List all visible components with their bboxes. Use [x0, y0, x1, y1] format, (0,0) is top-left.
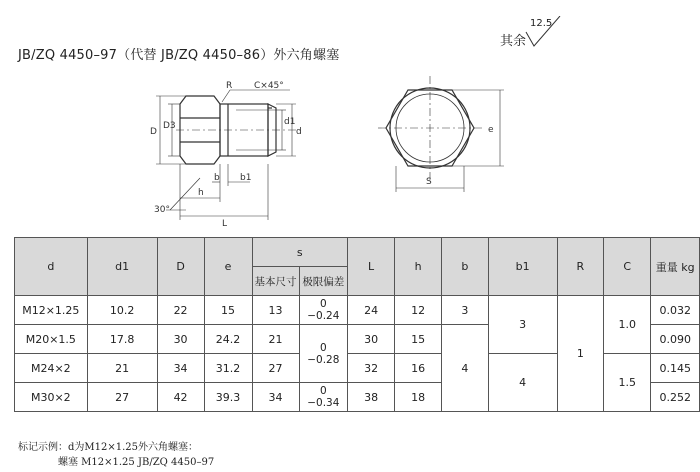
cell-h: 15: [395, 325, 442, 354]
cell-weight: 0.145: [651, 354, 700, 383]
cell-d: M30×2: [15, 383, 88, 412]
label-b: b: [214, 173, 220, 183]
roughness-symbol-icon: [524, 16, 574, 50]
header-e: e: [204, 238, 252, 296]
cell-R: 1: [557, 296, 603, 412]
end-view: [378, 76, 482, 180]
cell-d: M24×2: [15, 354, 88, 383]
cell-tolerance: [299, 325, 348, 383]
table-row: [15, 296, 700, 325]
header-R: R: [557, 238, 603, 296]
header-d1: d1: [87, 238, 157, 296]
cell-d1: 27: [87, 383, 157, 412]
cell-C: 1.0: [604, 296, 651, 354]
end-view-dims: [396, 90, 504, 192]
spec-table: [14, 237, 700, 412]
header-s: s: [252, 238, 348, 267]
surface-roughness: [500, 16, 580, 56]
label-angle: 30°: [154, 205, 170, 215]
cell-L: 30: [348, 325, 395, 354]
label-e: e: [488, 125, 494, 135]
side-view-dims: [156, 90, 296, 220]
header-b1: b1: [488, 238, 557, 296]
label-chamfer: C×45°: [254, 81, 284, 91]
cell-e: 39.3: [204, 383, 252, 412]
cell-b: 3: [442, 296, 488, 325]
label-d: d: [296, 127, 302, 137]
header-D: D: [157, 238, 204, 296]
label-L: L: [222, 219, 228, 229]
page-title: JB/ZQ 4450–97（代替 JB/ZQ 4450–86）外六角螺塞: [18, 48, 340, 63]
side-view: [176, 96, 300, 164]
cell-e: 31.2: [204, 354, 252, 383]
cell-b1: 4: [488, 354, 557, 412]
cell-s: 27: [252, 354, 299, 383]
cell-weight: 0.090: [651, 325, 700, 354]
header-weight: 重量 kg: [651, 238, 700, 296]
cell-weight: 0.252: [651, 383, 700, 412]
note-line-1: 标记示例：d为M12×1.25外六角螺塞：: [18, 442, 199, 453]
header-L: L: [348, 238, 395, 296]
cell-h: 16: [395, 354, 442, 383]
header-s-basic: 基本尺寸: [252, 267, 299, 296]
cell-b: 4: [442, 325, 488, 412]
label-R: R: [226, 81, 233, 91]
label-s: S: [426, 177, 432, 187]
tol-upper: 0: [319, 385, 327, 397]
tol-lower: −0.24: [307, 310, 340, 322]
header-s-tolerance: 极限偏差: [299, 267, 348, 296]
tol-upper: 0: [319, 341, 327, 354]
header-h: h: [395, 238, 442, 296]
cell-h: 12: [395, 296, 442, 325]
cell-D: 22: [157, 296, 204, 325]
cell-d1: 10.2: [87, 296, 157, 325]
cell-s: 21: [252, 325, 299, 354]
header-C: C: [604, 238, 651, 296]
label-b1: b1: [240, 173, 252, 183]
label-h: h: [198, 188, 204, 198]
cell-L: 32: [348, 354, 395, 383]
cell-s: 34: [252, 383, 299, 412]
cell-L: 38: [348, 383, 395, 412]
header-b: b: [442, 238, 488, 296]
label-D: D: [150, 127, 157, 137]
tol-upper: 0: [319, 298, 327, 310]
cell-L: 24: [348, 296, 395, 325]
label-d1: d1: [284, 117, 296, 127]
roughness-label: 其余: [500, 34, 527, 49]
cell-D: 30: [157, 325, 204, 354]
roughness-value: 12.5: [530, 18, 553, 29]
header-d: d: [15, 238, 88, 296]
cell-D: 34: [157, 354, 204, 383]
tol-lower: −0.28: [307, 353, 340, 366]
cell-d1: 17.8: [87, 325, 157, 354]
label-D3: D3: [163, 121, 176, 131]
cell-C: 1.5: [604, 354, 651, 412]
cell-b1: 3: [488, 296, 557, 354]
cell-e: 15: [204, 296, 252, 325]
cell-d: M12×1.25: [15, 296, 88, 325]
note-line-2: 螺塞 M12×1.25 JB/ZQ 4450–97: [58, 457, 215, 468]
cell-weight: 0.032: [651, 296, 700, 325]
cell-tolerance: [299, 383, 348, 412]
tol-lower: −0.34: [307, 397, 340, 409]
cell-s: 13: [252, 296, 299, 325]
cell-tolerance: [299, 296, 348, 325]
cell-e: 24.2: [204, 325, 252, 354]
cell-d: M20×1.5: [15, 325, 88, 354]
technical-drawing: [0, 60, 700, 235]
cell-D: 42: [157, 383, 204, 412]
cell-d1: 21: [87, 354, 157, 383]
marking-example: [18, 440, 214, 470]
cell-h: 18: [395, 383, 442, 412]
